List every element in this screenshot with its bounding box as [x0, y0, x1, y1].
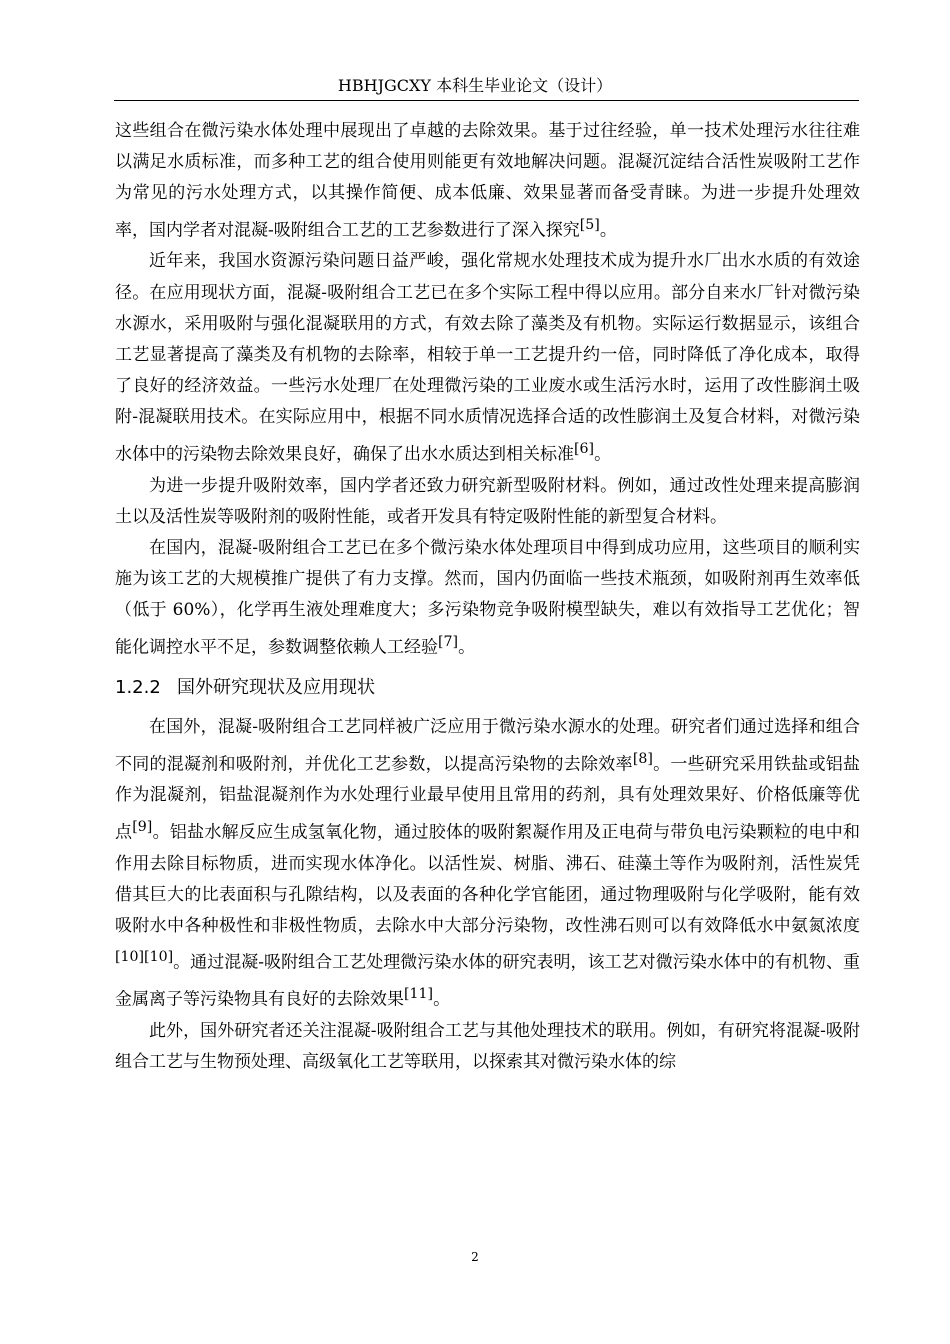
- paragraph-5-text-b: 。一些研究采用铁盐或铝盐作为混凝剂，铝盐混凝剂作为水处理行业最早使用且常用的药剂，具有处理效果好、价格低廉等优点: [115, 754, 860, 843]
- paragraph-3: 为进一步提升吸附效率，国内学者还致力研究新型吸附材料。例如，通过改性处理来提高膨润土以及活性炭等吸附剂的吸附性能，或者开发具有特定吸附性能的新型复合材料。: [115, 475, 860, 527]
- paragraph-1: [115, 116, 860, 246]
- paragraph-4-end: 。: [458, 637, 476, 658]
- section-heading: [115, 673, 860, 703]
- paragraph-1-text: 这些组合在微污染水体处理中展现出了卓越的去除效果。基于过往经验，单一技术处理污水往往难以满足水质标准，而多种工艺的组合使用则能更有效地解决问题。混凝沉淀结合活性炭吸附工艺作为常见的污水处理方式，以其操作简便、成本低廉、效果显著而备受青睐。为进一步提升处理效率，国内学者对混凝-吸附组合工艺的工艺参数进行了深入探究: [115, 121, 860, 241]
- citation: [5]: [579, 216, 600, 233]
- citation: [9]: [132, 818, 153, 835]
- paragraph-1-end: 。: [599, 220, 617, 241]
- paragraph-4: [115, 533, 860, 663]
- paragraph-5-text-d: 。通过混凝-吸附组合工艺处理微污染水体的研究表明，该工艺对微污染水体中的有机物、重金属离子等污染物具有良好的去除效果: [115, 952, 860, 1010]
- paragraph-5-text-a: 在国外，混凝-吸附组合工艺同样被广泛应用于微污染水源水的处理。研究者们通过选择和组合不同的混凝剂和吸附剂，并优化工艺参数，以提高污染物的去除效率: [115, 717, 860, 775]
- paragraph-2-end: 。: [594, 444, 612, 465]
- paragraph-5: [115, 712, 860, 1015]
- header-rule: [114, 100, 859, 101]
- paragraph-2-text: 近年来，我国水资源污染问题日益严峻，强化常规水处理技术成为提升水厂出水水质的有效途径。在应用现状方面，混凝-吸附组合工艺已在多个实际工程中得以应用。部分自来水厂针对微污染水源水，采用吸附与强化混凝联用的方式，有效去除了藻类及有机物。实际运行数据显示，该组合工艺显著提高了藻类及有机物的去除率，相较于单一工艺提升约一倍，同时降低了净化成本，取得了良好的经济效益。一些污水处理厂在处理微污染的工业废水或生活污水时，运用了改性膨润土吸附-混凝联用技术。在实际应用中，根据不同水质情况选择合适的改性膨润土及复合材料，对微污染水体中的污染物去除效果良好，确保了出水水质达到相关标准: [115, 251, 860, 465]
- citation: [8]: [632, 750, 653, 767]
- citation: [7]: [438, 633, 459, 650]
- page-body: [115, 116, 860, 1078]
- paragraph-5-end: 。: [433, 989, 451, 1010]
- citation: [6]: [574, 440, 595, 457]
- paragraph-5-text-c: 。铝盐水解反应生成氢氧化物，通过胶体的吸附絮凝作用及正电荷与带负电污染颗粒的电中和作用去除目标物质，进而实现水体净化。以活性炭、树脂、沸石、硅藻土等作为吸附剂，活性炭凭借其巨大的比表面积与孔隙结构，以及表面的各种化学官能团，通过物理吸附与化学吸附，能有效吸附水中各种极性和非极性物质，去除水中大部分污染物，改性沸石则可以有效降低水中氨氮浓度: [115, 822, 861, 936]
- section-title: 国外研究现状及应用现状: [177, 677, 375, 699]
- section-number: 1.2.2: [115, 677, 161, 699]
- citation: [10][10]: [115, 949, 174, 966]
- page-number: 2: [471, 1250, 479, 1264]
- citation: [11]: [404, 986, 434, 1003]
- paragraph-4-text: 在国内，混凝-吸附组合工艺已在多个微污染水体处理项目中得到成功应用，这些项目的顺利实施为该工艺的大规模推广提供了有力支撑。然而，国内仍面临一些技术瓶颈，如吸附剂再生效率低（低于 60%），化学再生液处理难度大；多污染物竞争吸附模型缺失，难以有效指导工艺优化；智能化调控水平不足，参数调整依赖人工经验: [115, 537, 860, 658]
- paragraph-6: 此外，国外研究者还关注混凝-吸附组合工艺与其他处理技术的联用。例如，有研究将混凝-吸附组合工艺与生物预处理、高级氧化工艺等联用，以探索其对微污染水体的综: [115, 1020, 860, 1073]
- running-header: HBHJGCXY 本科生毕业论文（设计）: [337, 76, 613, 95]
- paragraph-2: [115, 246, 860, 470]
